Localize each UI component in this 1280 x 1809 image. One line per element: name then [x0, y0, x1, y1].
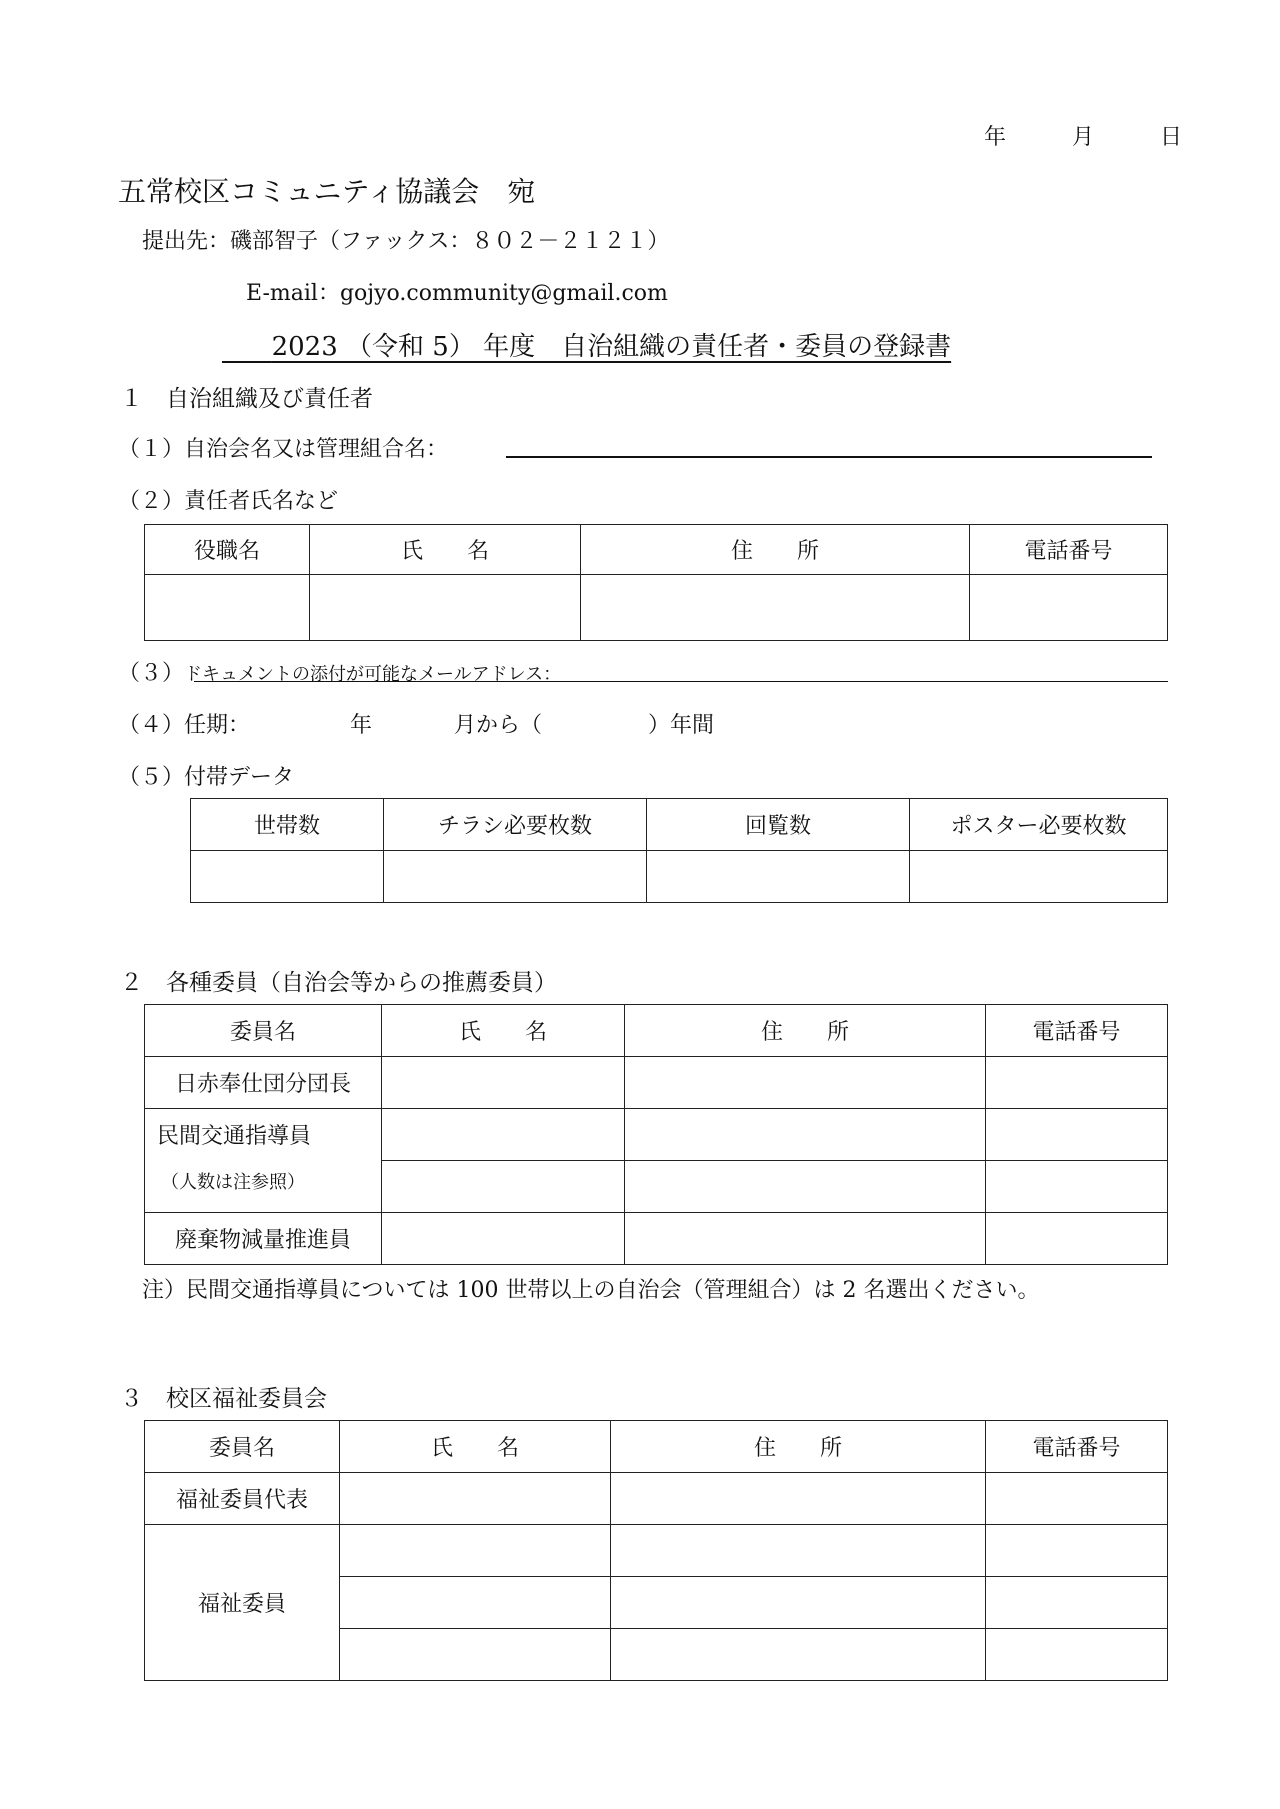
waste-phone-input[interactable]: [986, 1213, 1168, 1265]
header-phone: 電話番号: [986, 1005, 1168, 1057]
header-phone: 電話番号: [970, 525, 1168, 575]
traffic-name-input-1[interactable]: [382, 1109, 625, 1161]
phone-input[interactable]: [970, 575, 1168, 641]
welfare-phone-input-2[interactable]: [986, 1577, 1168, 1629]
traffic-guide-label: 民間交通指導員: [157, 1124, 312, 1149]
header-committee: 委員名: [145, 1005, 382, 1057]
header-address: 住 所: [611, 1421, 986, 1473]
header-position: 役職名: [145, 525, 310, 575]
email-address: E-mail：gojyo.community@gmail.com: [246, 281, 668, 306]
household-data-table: [190, 798, 1168, 903]
welfare-rep-address-input[interactable]: [611, 1473, 986, 1525]
welfare-rep-phone-input[interactable]: [986, 1473, 1168, 1525]
traffic-address-input-2[interactable]: [625, 1161, 986, 1213]
position-input[interactable]: [145, 575, 310, 641]
welfare-table: [144, 1420, 1168, 1681]
section1-heading: １ 自治組織及び責任者: [120, 386, 373, 412]
leader-table: [144, 524, 1168, 641]
welfare-name-input-2[interactable]: [340, 1577, 611, 1629]
posters-input[interactable]: [910, 851, 1168, 903]
welfare-address-input-2[interactable]: [611, 1577, 986, 1629]
header-name: 氏 名: [310, 525, 581, 575]
org-name-field[interactable]: [506, 456, 1152, 458]
header-posters: ポスター必要枚数: [910, 799, 1168, 851]
red-cross-address-input[interactable]: [625, 1057, 986, 1109]
term-years: ）年間: [648, 713, 715, 738]
day-label: 日: [1160, 125, 1183, 150]
circulation-input[interactable]: [647, 851, 910, 903]
name-input[interactable]: [310, 575, 581, 641]
committee-table: [144, 1004, 1168, 1265]
term-label: （４）任期：: [118, 713, 251, 738]
welfare-phone-input-3[interactable]: [986, 1629, 1168, 1681]
date-fields: [984, 120, 1182, 151]
row-label-waste: 廃棄物減量推進員: [145, 1213, 382, 1265]
header-address: 住 所: [581, 525, 970, 575]
term-year: 年: [350, 713, 373, 738]
org-name-label: （１）自治会名又は管理組合名：: [118, 437, 449, 462]
waste-name-input[interactable]: [382, 1213, 625, 1265]
traffic-phone-input-2[interactable]: [986, 1161, 1168, 1213]
submit-to: 提出先：磯部智子（ファックス：８０２－２１２１）: [142, 229, 670, 254]
waste-address-input[interactable]: [625, 1213, 986, 1265]
header-phone: 電話番号: [986, 1421, 1168, 1473]
form-title-text: 2023 （令和 5） 年度 自治組織の責任者・委員の登録書: [271, 332, 952, 362]
email-item: [118, 656, 561, 687]
welfare-address-input-3[interactable]: [611, 1629, 986, 1681]
address-input[interactable]: [581, 575, 970, 641]
traffic-address-input-1[interactable]: [625, 1109, 986, 1161]
household-data-label: （５）付帯データ: [118, 765, 295, 790]
header-flyers: チラシ必要枚数: [384, 799, 647, 851]
header-committee: 委員名: [145, 1421, 340, 1473]
header-name: 氏 名: [382, 1005, 625, 1057]
section2-heading: ２ 各種委員（自治会等からの推薦委員）: [120, 970, 557, 996]
term-row: [118, 708, 878, 739]
traffic-count-note: （人数は注参照）: [161, 1172, 305, 1193]
flyers-input[interactable]: [384, 851, 647, 903]
row-label-traffic: [145, 1109, 382, 1213]
households-input[interactable]: [191, 851, 384, 903]
recipient: 五常校区コミュニティ協議会 宛: [118, 175, 536, 208]
term-month-from: 月から（: [454, 713, 543, 738]
leader-label: （２）責任者氏名など: [118, 489, 339, 514]
header-name: 氏 名: [340, 1421, 611, 1473]
header-circulation: 回覧数: [647, 799, 910, 851]
header-address: 住 所: [625, 1005, 986, 1057]
header-households: 世帯数: [191, 799, 384, 851]
welfare-name-input-1[interactable]: [340, 1525, 611, 1577]
welfare-rep-name-input[interactable]: [340, 1473, 611, 1525]
row-label-welfare-member: 福祉委員: [145, 1525, 340, 1681]
traffic-name-input-2[interactable]: [382, 1161, 625, 1213]
traffic-phone-input-1[interactable]: [986, 1109, 1168, 1161]
email-field[interactable]: [194, 681, 1168, 682]
row-label-red-cross: 日赤奉仕団分団長: [145, 1057, 382, 1109]
year-label: 年: [984, 125, 1007, 150]
month-label: 月: [1072, 125, 1095, 150]
email-item-number: （３）: [118, 661, 185, 686]
welfare-name-input-3[interactable]: [340, 1629, 611, 1681]
row-label-welfare-rep: 福祉委員代表: [145, 1473, 340, 1525]
form-title: [222, 326, 951, 363]
red-cross-name-input[interactable]: [382, 1057, 625, 1109]
section3-heading: ３ 校区福祉委員会: [120, 1386, 327, 1412]
welfare-address-input-1[interactable]: [611, 1525, 986, 1577]
welfare-phone-input-1[interactable]: [986, 1525, 1168, 1577]
traffic-guide-note: 注）民間交通指導員については 100 世帯以上の自治会（管理組合）は 2 名選出ください。: [142, 1278, 1040, 1303]
email-item-label: ドキュメントの添付が可能なメールアドレス：: [184, 664, 562, 685]
red-cross-phone-input[interactable]: [986, 1057, 1168, 1109]
